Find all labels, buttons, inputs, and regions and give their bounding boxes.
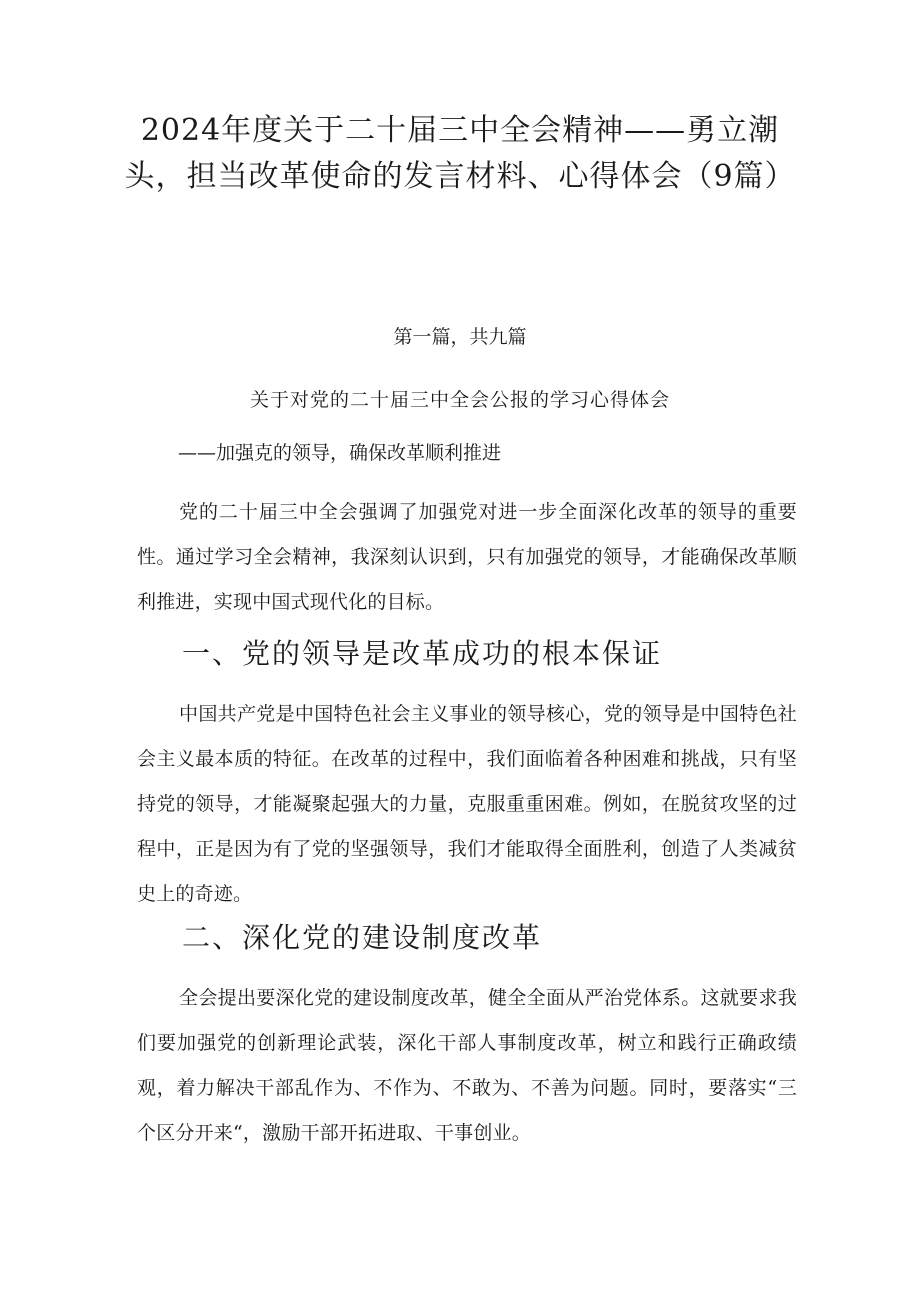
intro-paragraph: 党的二十届三中全会强调了加强党对进一步全面深化改革的领导的重要性。通过学习全会精神，我深刻认识到，只有加强党的领导，才能确保改革顺利推进，实现中国式现代化的目标。 xyxy=(137,501,797,613)
article-subtitle: ——加强克的领导，确保改革顺利推进 xyxy=(178,442,502,464)
section-2-paragraph: 全会提出要深化党的建设制度改革，健全全面从严治党体系。这就要求我们要加强党的创新理论武装，深化干部人事制度改革，树立和践行正确政绩观，着力解决干部乱作为、不作为、不敢为、不善为问题。同时，要落实“三个区分开来“，激励干部开拓进取、干事创业。 xyxy=(137,987,797,1144)
document-title: 2024年度关于二十届三中全会精神——勇立潮头，担当改革使命的发言材料、心得体会（9篇） xyxy=(124,113,796,194)
section-2-heading: 二、深化党的建设制度改革 xyxy=(182,921,543,954)
article-title: 关于对党的二十届三中全会公报的学习心得体会 xyxy=(249,389,670,411)
section-1-heading: 一、党的领导是改革成功的根本保证 xyxy=(182,637,663,670)
part-label: 第一篇，共九篇 xyxy=(393,326,527,348)
section-1-paragraph: 中国共产党是中国特色社会主义事业的领导核心，党的领导是中国特色社会主义最本质的特征。在改革的过程中，我们面临着各种困难和挑战，只有坚持党的领导，才能凝聚起强大的力量，克服重重困难。例如，在脱贫攻坚的过程中，正是因为有了党的坚强领导，我们才能取得全面胜利，创造了人类减贫史上的奇迹。 xyxy=(137,703,797,905)
